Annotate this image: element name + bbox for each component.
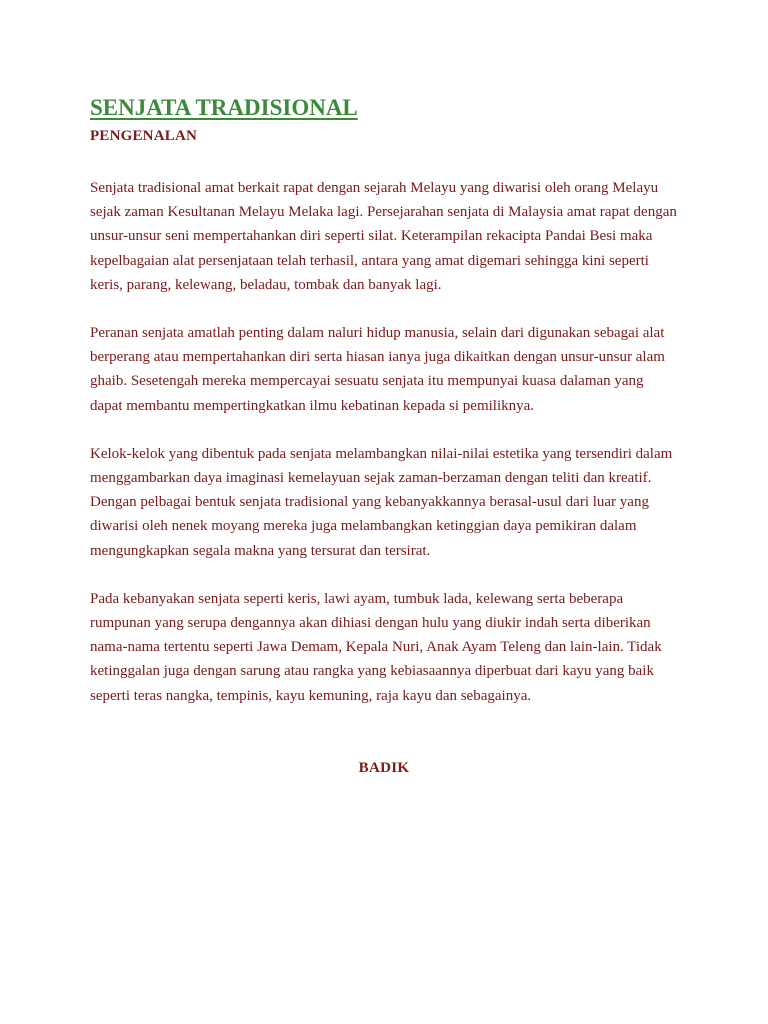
paragraph-introduction: Senjata tradisional amat berkait rapat dengan sejarah Melayu yang diwarisi oleh orang Melayu sejak zaman Kesultanan Melayu Melaka lagi. Persejarahan senjata di Malaysia amat rapat dengan unsur-unsur seni mempertahankan diri seperti silat. Keterampilan rekacipta Pandai Besi maka kepelbagaian alat persenjataan telah terhasil, antara yang amat digemari sehingga kini seperti keris, parang, kelewang, beladau, tombak dan banyak lagi. — [90, 180, 677, 293]
document-title: SENJATA TRADISIONAL — [90, 95, 358, 120]
paragraph-aesthetics: Kelok-kelok yang dibentuk pada senjata melambangkan nilai-nilai estetika yang tersendiri dalam menggambarkan daya imaginasi kemelayuan sejak zaman-berzaman dengan teliti dan kreatif. Dengan pelbagai bentuk senjata tradisional yang kebanyakkannya berasal-usul dari luar yang diwarisi oleh nenek moyang mereka juga melambangkan ketinggian daya pemikiran dalam mengungkapkan segala makna yang tersurat dan tersirat. — [90, 445, 673, 559]
section-heading-badik: BADIK — [358, 759, 410, 776]
section-subtitle: PENGENALAN — [90, 128, 198, 144]
paragraph-role: Peranan senjata amatlah penting dalam naluri hidup manusia, selain dari digunakan sebagai alat berperang atau mempertahankan diri serta hiasan ianya juga dikaitkan dengan unsur-unsur alam ghaib. Sesetengah mereka mempercayai sesuatu senjata itu mempunyai kuasa dalaman yang dapat membantu mempertingkatkan ilmu kebatinan kepada si pemiliknya. — [90, 325, 665, 414]
paragraph-decoration: Pada kebanyakan senjata seperti keris, lawi ayam, tumbuk lada, kelewang serta beberapa rumpunan yang serupa dengannya akan dihiasi dengan hulu yang diukir indah serta diberikan nama-nama tertentu seperti Jawa Demam, Kepala Nuri, Anak Ayam Teleng dan lain-lain. Tidak ketinggalan juga dengan sarung atau rangka yang kebiasaannya diperbuat dari kayu yang baik seperti teras nangka, tempinis, kayu kemuning, raja kayu dan sebagainya. — [90, 590, 662, 704]
